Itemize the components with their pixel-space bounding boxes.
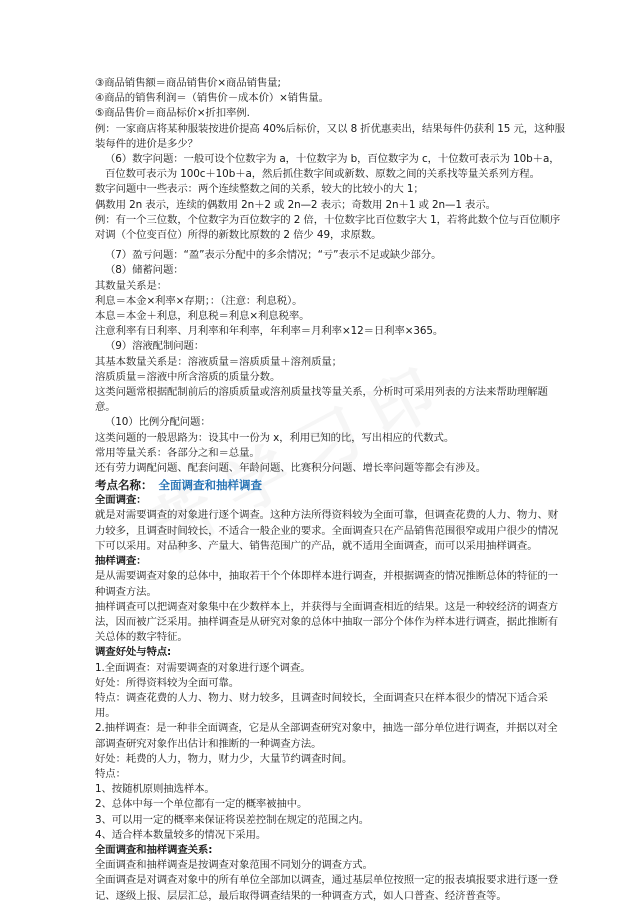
text-line: 其基本数量关系是：溶液质量＝溶质质量＋溶剂质量； bbox=[95, 355, 342, 368]
text-line: 特点：调查花费的人力、物力、财力较多，且调查时间较长，全面调查只在样本很少的情况下适合采用。 bbox=[95, 691, 548, 720]
text-line: 好处：所得资料较为全面可靠。 bbox=[95, 676, 240, 689]
text-line: 2.抽样调查：是一种非全面调查，它是从全部调查研究对象中，抽选一部分单位进行调查，并据以对全部调查研究对象作出估计和推断的一种调查方法。 bbox=[95, 722, 558, 750]
text-line: 常用等量关系：各部分之和＝总量。 bbox=[95, 446, 260, 459]
text-line: 其数量关系是： bbox=[95, 279, 168, 292]
section-heading: 抽样调查： bbox=[95, 555, 147, 568]
text-line: 本息＝本金＋利息，利息税＝利息×利息税率。 bbox=[95, 310, 310, 323]
text-line: 3、可以用一定的概率来保证将误差控制在规定的范围之内。 bbox=[95, 813, 370, 826]
document-page bbox=[95, 76, 565, 904]
text-line: 1.全面调查：对需要调查的对象进行逐个调查。 bbox=[95, 661, 311, 674]
text-line: 溶质质量＝溶液中所含溶质的质量分数。 bbox=[95, 370, 281, 383]
text-line: 例：一家商店将某种服装按进价提高 40%后标价，又以 8 折优惠卖出，结果每件仍获利 15 元，这种服装每件的进价是多少？ bbox=[95, 122, 565, 150]
section-heading: 全面调查： bbox=[95, 494, 147, 507]
text-line: 2、总体中每一个单位都有一定的概率被抽中。 bbox=[95, 798, 308, 811]
text-line: 例：有一个三位数，个位数字为百位数字的 2 倍，十位数字比百位数字大 1，若将此数个位与百位顺序对调（个位变百位）所得的新数比原数的 2 倍少 49，求原数。 bbox=[95, 213, 561, 242]
topic-heading-label: 考点名称： bbox=[95, 478, 153, 493]
text-line: （6）数字问题：一般可设个位数字为 a，十位数字为 b，百位数字为 c，十位数可表示为 10b＋a， 百位数可表示为 100c＋10b＋a，然后抓住数字间或新数、原数之间的关系找等量关系列方程。 bbox=[105, 153, 565, 181]
text-line: 抽样调查可以把调查对象集中在少数样本上，并获得与全面调查相近的结果。这是一种较经济的调查方法，因而被广泛采用。抽样调查是从研究对象的总体中抽取一部分个体作为样本进行调查，据此推断有关总体的数字特征。 bbox=[95, 600, 559, 644]
text-line: 就是对需要调查的对象进行逐个调查。这种方法所得资料较为全面可靠，但调查花费的人力、物力、财力较多，且调查时间较长，不适合一般企业的要求。全面调查只在产品销售范围很窄或用户很少的情况下可以采用。对品种多、产量大、销售范围广的产品，就不适用全面调查，而可以采用抽样调查。 bbox=[95, 509, 559, 552]
topic-heading bbox=[95, 477, 565, 493]
text-line: 4、适合样本数量较多的情况下采用。 bbox=[95, 828, 267, 841]
text-line: 注意利率有日利率、月利率和年利率，年利率＝月利率×12＝日利率×365。 bbox=[95, 325, 444, 338]
topic-heading-title: 全面调查和抽样调查 bbox=[158, 478, 262, 493]
text-line: （10）比例分配问题： bbox=[105, 416, 211, 429]
text-line: 这类问题的一般思路为：设其中一份为 x，利用已知的比，写出相应的代数式。 bbox=[95, 431, 455, 444]
text-line: 还有劳力调配问题、配套问题、年龄问题、比赛积分问题、增长率问题等都会有涉及。 bbox=[95, 462, 487, 475]
section-heading: 调查好处与特点: bbox=[95, 646, 172, 659]
text-line: 好处：耗费的人力，物力，财力少，大量节约调查时间。 bbox=[95, 752, 353, 765]
text-line: 1、按随机原则抽选样本。 bbox=[95, 783, 215, 796]
text-line: 特点： bbox=[95, 767, 126, 780]
text-line: 这类问题常根据配制前后的溶质质量或溶剂质量找等量关系，分析时可采用列表的方法来帮助理解题意。 bbox=[95, 386, 548, 414]
text-line: 全面调查是对调查对象中的所有单位全部加以调查，通过基层单位按照一定的报表填报要求进行逐一登记、逐级上报、层层汇总，最后取得调查结果的一种调查方式，如人口普查、经济普查等。 bbox=[95, 874, 559, 902]
text-line: 全面调查和抽样调查是按调查对象范围不同划分的调查方式。 bbox=[95, 859, 373, 872]
text-line: （7）盈亏问题：“盈”表示分配中的多余情况；“亏”表示不足或缺少部分。 bbox=[105, 249, 442, 262]
text-line: 数字问题中一些表示：两个连续整数之间的关系，较大的比较小的大 1； bbox=[95, 183, 424, 196]
text-line: 利息＝本金×利率×存期；：（注意：利息税）。 bbox=[95, 294, 303, 307]
section-heading: 全面调查和抽样调查关系: bbox=[95, 843, 213, 856]
text-line: ④商品的销售利润＝（销售价－成本价）×销售量。 bbox=[95, 92, 329, 105]
text-line: ⑤商品售价＝商品标价×折扣率例. bbox=[95, 107, 250, 120]
text-line: （8）储蓄问题： bbox=[105, 264, 184, 277]
text-line: 是从需要调查对象的总体中，抽取若干个个体即样本进行调查，并根据调查的情况推断总体的特征的一种调查方法。 bbox=[95, 570, 559, 598]
text-line: 偶数用 2n 表示，连续的偶数用 2n＋2 或 2n—2 表示；奇数用 2n＋1 或 2n—1 表示。 bbox=[95, 198, 496, 211]
text-line: ③商品销售额＝商品销售价×商品销售量; bbox=[95, 77, 281, 89]
text-line: （9）溶液配制问题： bbox=[105, 340, 205, 353]
